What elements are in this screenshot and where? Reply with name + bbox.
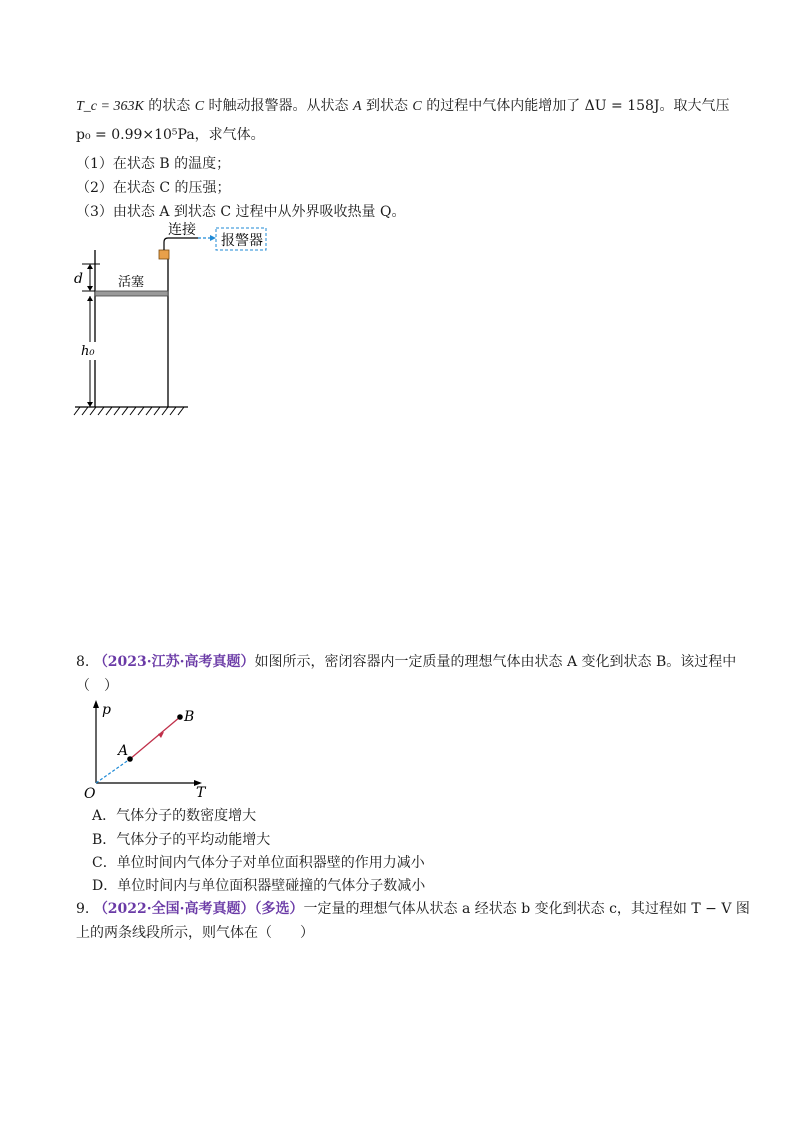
piston-label: 活塞 — [118, 275, 145, 290]
arrow-icon — [210, 235, 216, 241]
q8-option-c: C．单位时间内气体分子对单位面积器壁的作用力减小 — [92, 855, 425, 871]
q8-number: 8. — [76, 654, 90, 670]
q9-source: （2022·全国·高考真题）（多选） — [93, 901, 304, 917]
extension-dashed-line — [96, 759, 130, 783]
q8-option-d: D．单位时间内与单位面积器壁碰撞的气体分子数减小 — [92, 878, 426, 894]
d-label: d — [74, 271, 83, 287]
q8-option-a: A．气体分子的数密度增大 — [92, 808, 257, 824]
q7-line2: p₀ = 0.99×10⁵Pa，求气体。 — [76, 127, 265, 143]
q8-source: （2023·江苏·高考真题） — [93, 654, 255, 670]
q8-option-b: B．气体分子的平均动能增大 — [92, 832, 271, 848]
du-formula: ΔU = 158J — [584, 98, 660, 114]
d-arrow-icon — [87, 286, 93, 291]
piston — [95, 291, 168, 296]
q8-stem: 8. （2023·江苏·高考真题）如图所示，密闭容器内一定质量的理想气体由状态 A 变化到状态 B。该过程中 — [76, 654, 737, 670]
d-arrow-up-icon — [87, 264, 93, 269]
tc-formula: T_c = 363K — [76, 99, 144, 114]
alarm-label: 报警器 — [221, 233, 263, 249]
q9-stem-line2: 上的两条线段所示，则气体在（ ） — [76, 925, 314, 941]
y-axis-arrow-icon — [93, 700, 99, 708]
q7-sub2: （2）在状态 C 的压强； — [76, 180, 231, 196]
q9-stem: 9. （2022·全国·高考真题）（多选）一定量的理想气体从状态 a 经状态 b 变化到状态 c，其过程如 T − V 图 — [76, 901, 750, 917]
point-b-label: B — [184, 709, 195, 725]
h0-label: h₀ — [81, 344, 95, 359]
h0-arrow-down-icon — [87, 402, 93, 407]
y-axis-label: p — [102, 702, 111, 718]
sensor-block — [159, 250, 169, 259]
q8-paren: （ ） — [76, 678, 118, 694]
h0-arrow-up-icon — [87, 296, 93, 301]
q9-number: 9. — [76, 901, 90, 917]
pt-graph — [78, 698, 228, 808]
connect-label: 连接 — [168, 222, 196, 238]
q7-line1: T_c = 363K 的状态 C 时触动报警器。从状态 A 到状态 C 的过程中气体内能增加了 ΔU = 158J。取大气压 — [76, 98, 730, 114]
p0-formula: p₀ = 0.99×10⁵Pa — [76, 127, 195, 143]
q7-sub1: （1）在状态 B 的温度； — [76, 156, 231, 172]
origin-label: O — [84, 786, 96, 802]
point-b — [177, 714, 183, 720]
q7-sub3: （3）由状态 A 到状态 C 过程中从外界吸收热量 Q。 — [76, 204, 406, 220]
x-axis-label: T — [196, 785, 206, 801]
connection-wire — [164, 238, 198, 250]
ground-hatching — [74, 407, 188, 415]
point-a-label: A — [118, 743, 129, 759]
process-line-ab — [130, 717, 180, 759]
cylinder-figure — [70, 220, 290, 420]
